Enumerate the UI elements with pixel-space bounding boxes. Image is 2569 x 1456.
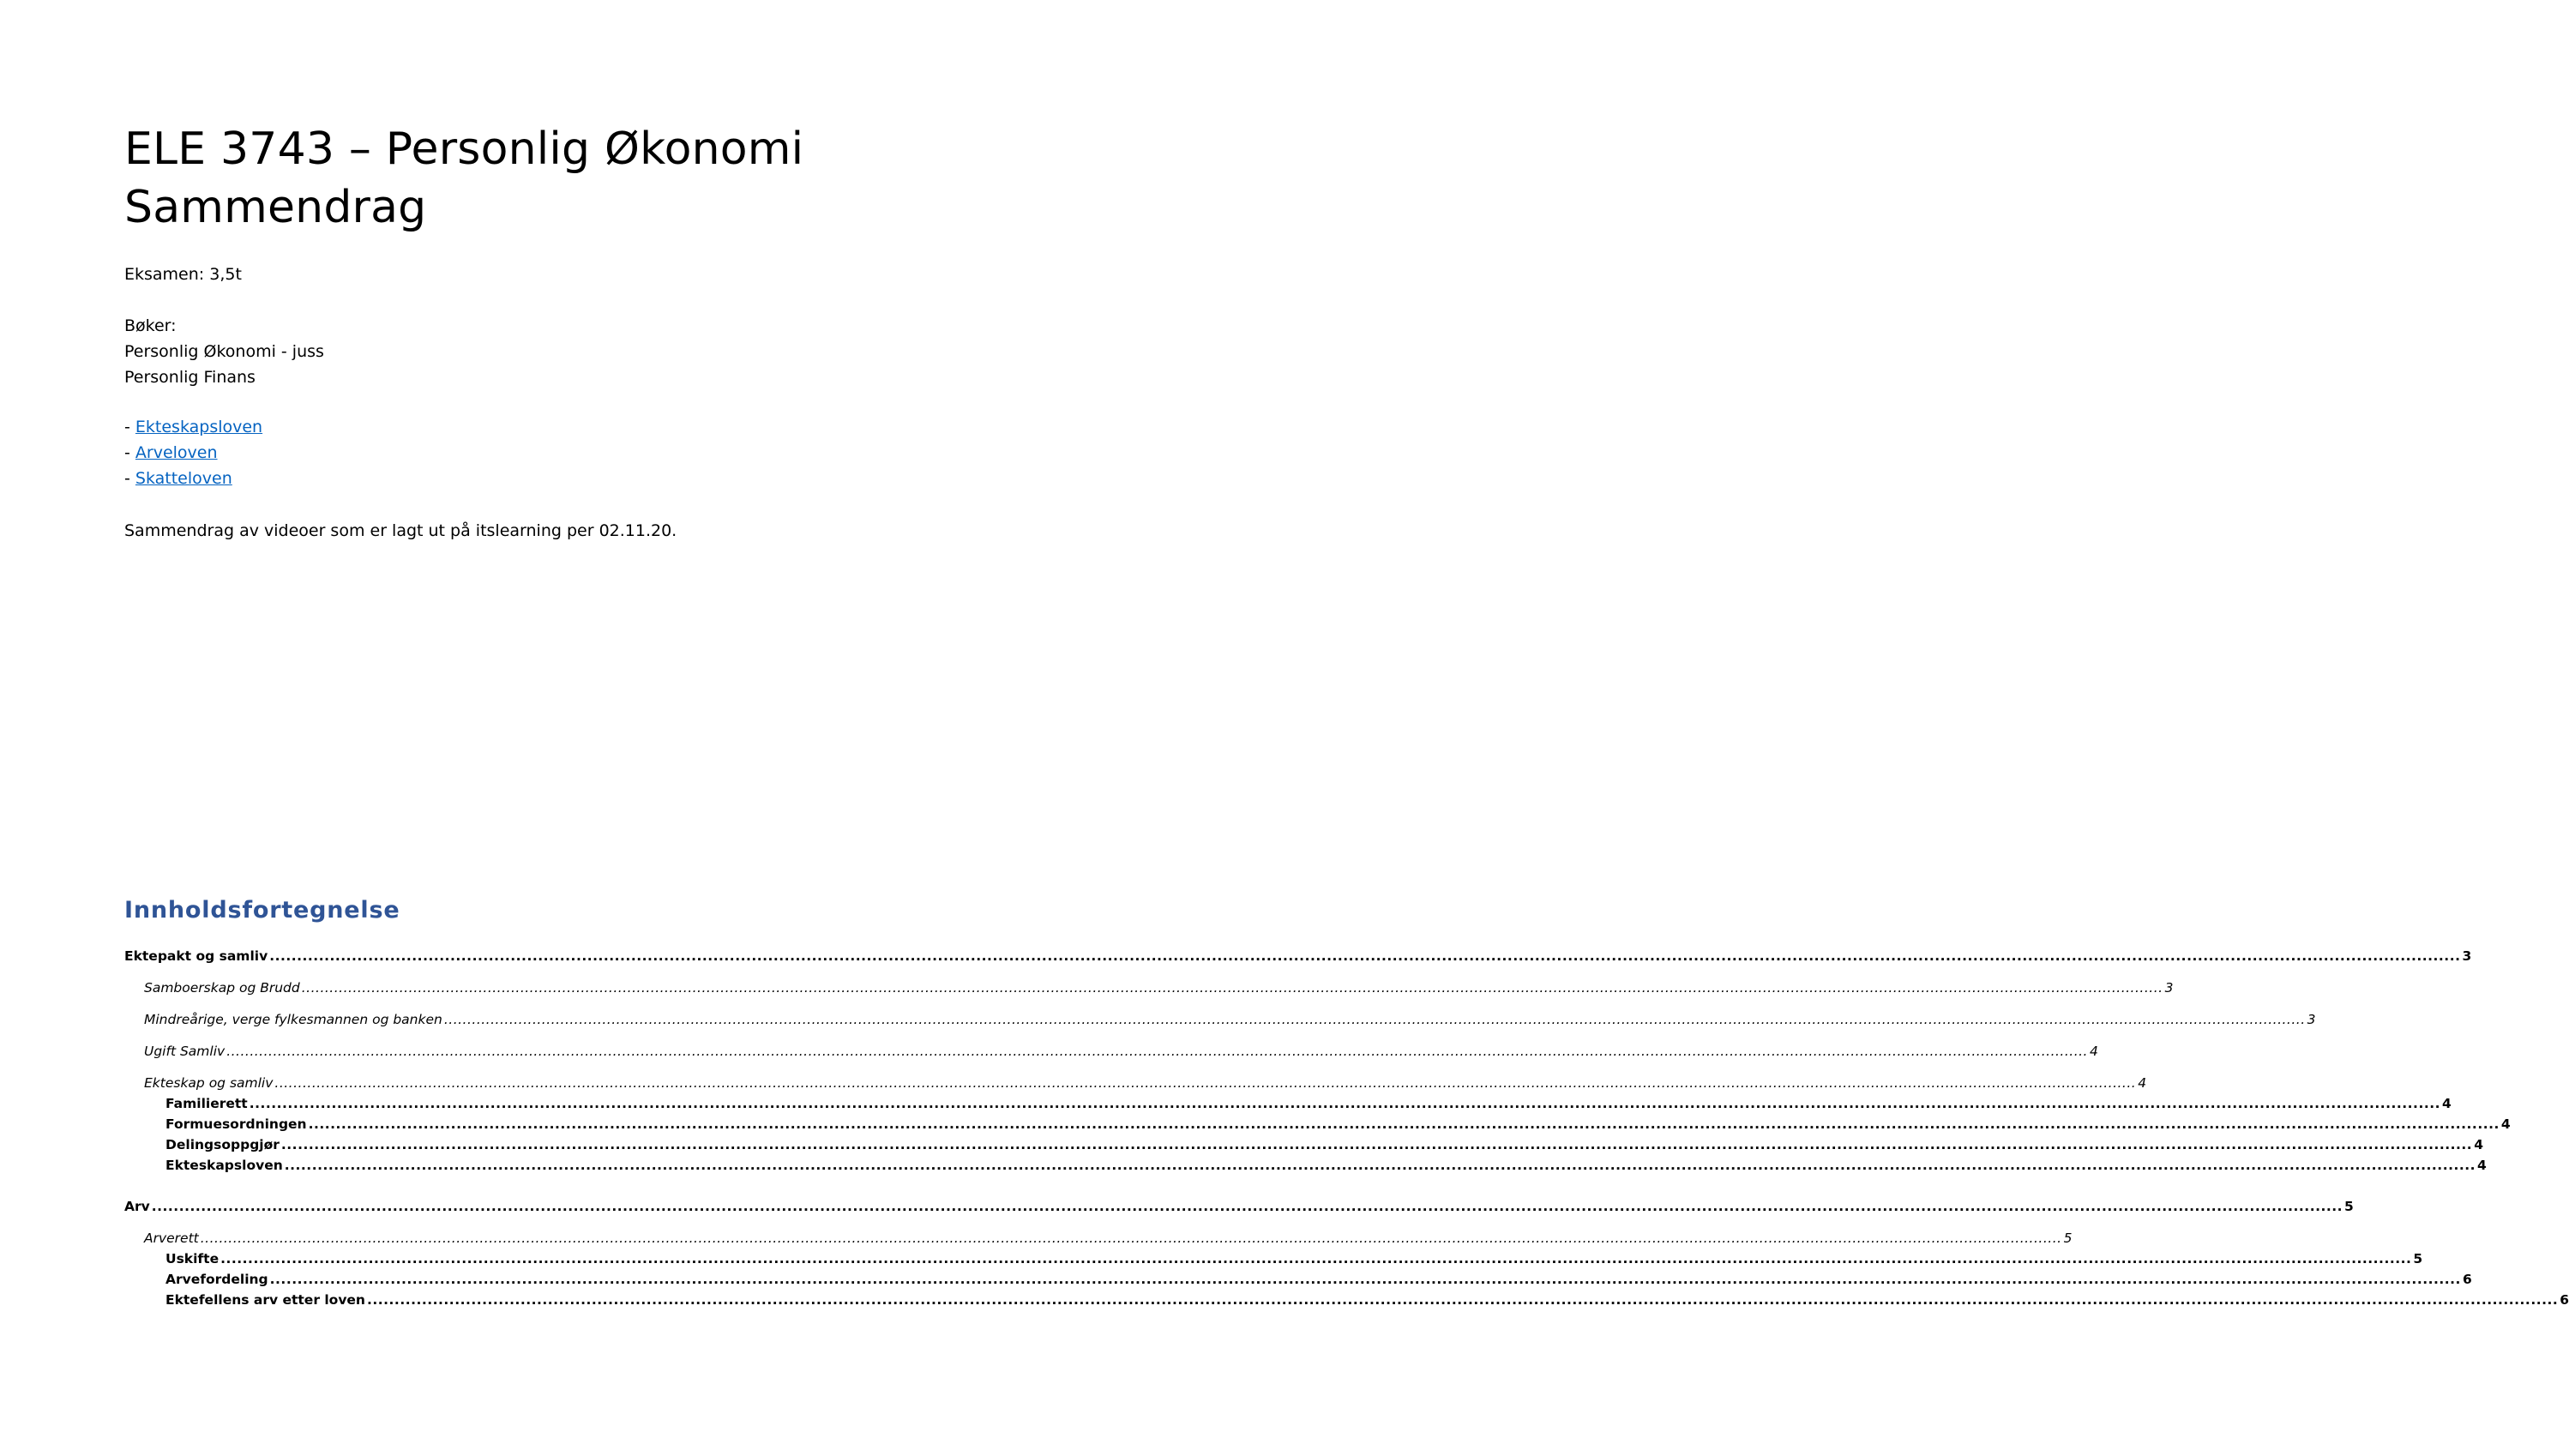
toc-entry-page: 5 (2413, 1251, 2423, 1266)
law-links (124, 414, 262, 491)
book-item: Personlig Økonomi - juss (124, 342, 324, 361)
toc-dot-leader: ................................................................................................................................................................................................................................................................................................................................................................................................................ (280, 1137, 2473, 1152)
toc-dot-leader: ................................................................................................................................................................................................................................................................................................................................................................................................................ (269, 948, 2461, 964)
toc-entry-label: Ekteskapsloven (165, 1158, 283, 1173)
toc-dot-leader: ................................................................................................................................................................................................................................................................................................................................................................................................................ (366, 1292, 2559, 1308)
toc-entry-label: Samboerskap og Brudd (144, 980, 300, 996)
toc-entry-label: Delingsoppgjør (165, 1137, 280, 1152)
toc-entry-label: Ekteskap og samliv (144, 1075, 274, 1091)
toc-entry[interactable] (144, 1074, 2147, 1092)
toc-entry[interactable] (165, 1116, 2511, 1133)
toc-entry[interactable] (165, 1250, 2423, 1267)
exam-info: Eksamen: 3,5t (124, 265, 242, 284)
books-section (124, 313, 324, 390)
toc-entry-page: 3 (2462, 948, 2472, 964)
toc-entry[interactable] (165, 1157, 2487, 1174)
toc-dot-leader: ................................................................................................................................................................................................................................................................................................................................................................................................................ (200, 1230, 2062, 1246)
toc-entry[interactable] (165, 1095, 2452, 1112)
toc-entry-page: 5 (2063, 1230, 2073, 1246)
toc-entry-page: 3 (2307, 1012, 2316, 1027)
toc-entry-page: 4 (2500, 1116, 2511, 1132)
toc-entry-label: Ugift Samliv (144, 1044, 226, 1059)
toc-entry-label: Arverett (144, 1230, 199, 1246)
toc-dot-leader: ................................................................................................................................................................................................................................................................................................................................................................................................................ (443, 1012, 2306, 1027)
toc-entry-label: Formuesordningen (165, 1116, 307, 1132)
toc-entry-page: 5 (2344, 1199, 2354, 1214)
summary-note: Sammendrag av videoer som er lagt ut på itslearning per 02.11.20. (124, 521, 677, 540)
toc-dot-leader: ................................................................................................................................................................................................................................................................................................................................................................................................................ (269, 1272, 2461, 1287)
toc-entry-page: 4 (2138, 1075, 2147, 1091)
toc-entry[interactable] (144, 1011, 2316, 1028)
toc-dot-leader: ................................................................................................................................................................................................................................................................................................................................................................................................................ (274, 1075, 2137, 1091)
toc-entry[interactable] (124, 1198, 2354, 1215)
toc-entry-page: 4 (2477, 1158, 2487, 1173)
law-link-row: - Arveloven (124, 443, 218, 462)
toc-entry-page: 6 (2560, 1292, 2569, 1308)
toc-entry-label: Arv (124, 1199, 150, 1214)
title-line-1: ELE 3743 – Personlig Økonomi (124, 123, 804, 175)
toc-dot-leader: ................................................................................................................................................................................................................................................................................................................................................................................................................ (220, 1251, 2412, 1266)
title-line-2: Sammendrag (124, 182, 427, 233)
skatteloven-link[interactable]: Skatteloven (135, 469, 232, 488)
toc-dot-leader: ................................................................................................................................................................................................................................................................................................................................................................................................................ (284, 1158, 2476, 1173)
toc-dot-leader: ................................................................................................................................................................................................................................................................................................................................................................................................................ (226, 1044, 2088, 1059)
toc-entry-page: 3 (2164, 980, 2174, 996)
toc-entry-label: Ektepakt og samliv (124, 948, 268, 964)
toc-dot-leader: ................................................................................................................................................................................................................................................................................................................................................................................................................ (301, 980, 2163, 996)
toc-entry[interactable] (144, 1230, 2073, 1247)
toc-entry-label: Mindreårige, verge fylkesmannen og banken (144, 1012, 442, 1027)
toc-dot-leader: ................................................................................................................................................................................................................................................................................................................................................................................................................ (249, 1096, 2440, 1111)
toc-dot-leader: ................................................................................................................................................................................................................................................................................................................................................................................................................ (151, 1199, 2343, 1214)
toc-entry[interactable] (165, 1291, 2569, 1309)
toc-entry[interactable] (144, 1043, 2098, 1060)
book-item: Personlig Finans (124, 368, 256, 387)
document-title (124, 120, 803, 237)
toc-heading: Innholdsfortegnelse (124, 897, 400, 924)
books-heading: Bøker: (124, 316, 177, 335)
toc-entry-page: 4 (2090, 1044, 2098, 1059)
toc-entry[interactable] (165, 1136, 2483, 1153)
toc-entry[interactable] (124, 948, 2472, 965)
toc-entry-page: 4 (2442, 1096, 2452, 1111)
toc-entry-label: Ektefellens arv etter loven (165, 1292, 365, 1308)
arveloven-link[interactable]: Arveloven (135, 443, 218, 462)
toc-dot-leader: ................................................................................................................................................................................................................................................................................................................................................................................................................ (308, 1116, 2500, 1132)
toc-entry-label: Uskifte (165, 1251, 220, 1266)
toc-entry[interactable] (144, 979, 2174, 996)
toc-entry[interactable] (165, 1271, 2472, 1288)
law-link-row: - Skatteloven (124, 469, 232, 488)
law-link-row: - Ekteskapsloven (124, 418, 263, 436)
toc-entry-page: 4 (2474, 1137, 2483, 1152)
toc-entry-page: 6 (2462, 1272, 2472, 1287)
toc-entry-label: Arvefordeling (165, 1272, 268, 1287)
ekteskapsloven-link[interactable]: Ekteskapsloven (135, 418, 263, 436)
toc-entry-label: Familierett (165, 1096, 248, 1111)
